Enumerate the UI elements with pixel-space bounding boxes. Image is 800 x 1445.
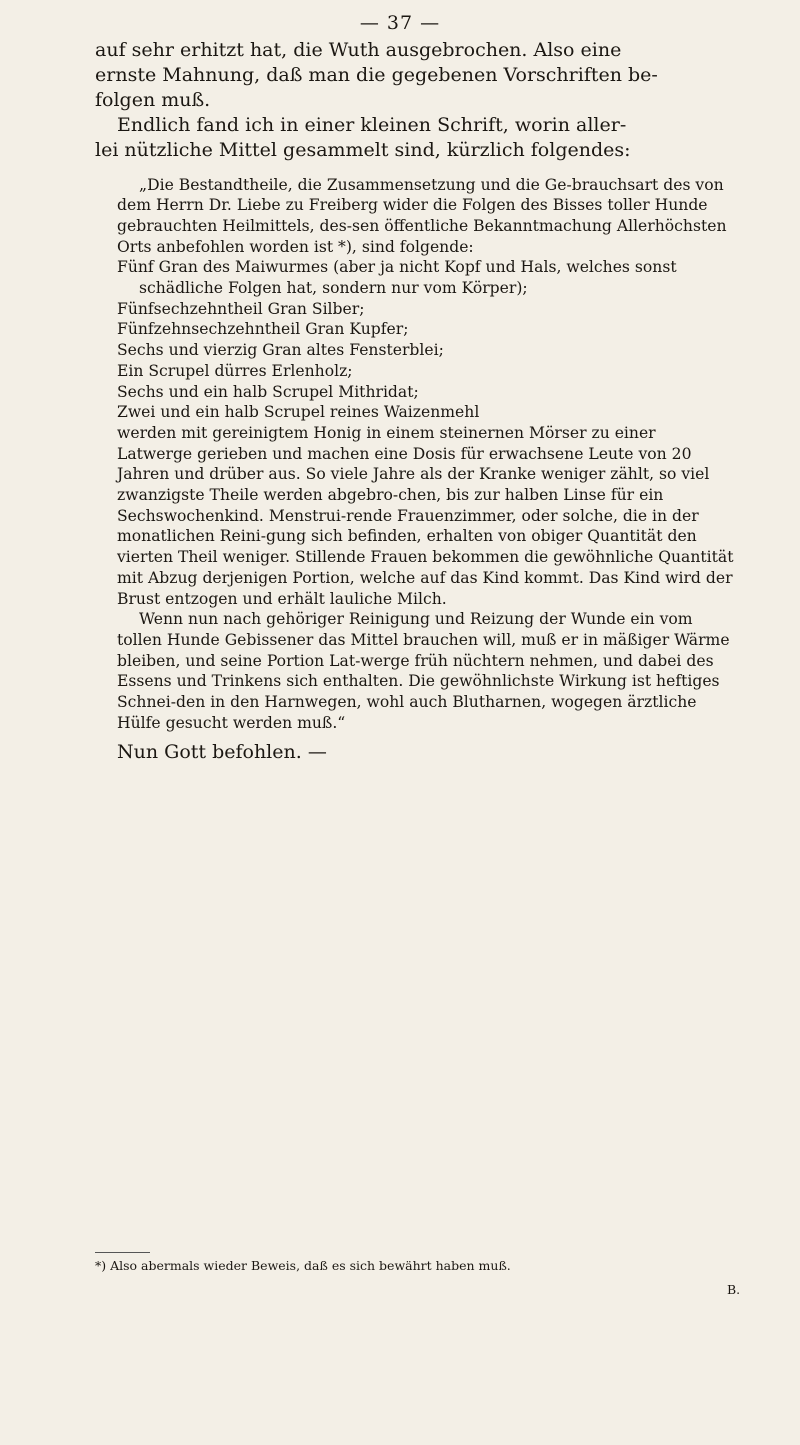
ingredient-item: Zwei und ein halb Scrupel reines Waizenmehl: [117, 403, 480, 422]
intro2-line-1: Endlich fand ich in einer kleinen Schrift, worin aller-: [117, 113, 627, 136]
quote-continuation: werden mit gereinigtem Honig in einem steinernen Mörser zu einer Latwerge gerieben und machen eine Dosis für erwachsene Leute von 20 Jahren und drüber aus. So viele Jahre als der Kranke weniger zählt, so viel zwanzigste Theile werden abgebro-chen, bis zur halben Linse für ein Sechswochenkind. Menstrui-rende Frauenzimmer, oder solche, die in der monatlichen Reini-gung sich befinden, erhalten von obiger Quantität den vierten Theil weniger. Stillende Frauen bekommen die gewöhnliche Quantität mit Abzug derjenigen Portion, welche auf das Kind kommt. Das Kind wird der Brust entzogen und erhält lauliche Milch.: [117, 423, 734, 608]
footnote-divider: [95, 1252, 150, 1253]
ingredient-item: Fünfsechzehntheil Gran Silber;: [117, 299, 365, 318]
ingredient-item: Fünfzehnsechzehntheil Gran Kupfer;: [117, 320, 409, 339]
intro-paragraph-2: [95, 113, 735, 163]
ingredient-item: Sechs und vierzig Gran altes Fensterblei;: [117, 341, 444, 360]
main-text: [95, 38, 735, 764]
intro-line-1: auf sehr erhitzt hat, die Wuth ausgebrochen. Also eine: [95, 39, 622, 61]
quote-intro: „Die Bestandtheile, die Zusammensetzung und die Ge-brauchsart des von dem Herrn Dr. Liebe zu Freiberg wider die Folgen des Bisses toller Hunde gebrauchten Heilmittels, des-sen öffentliche Bekanntmachung Allerhöchsten Orts anbefohlen worden ist *), sind folgende:: [117, 175, 727, 256]
signature-mark: B.: [727, 1282, 741, 1297]
ingredient-item: Fünf Gran des Maiwurmes (aber ja nicht Kopf und Hals, welches sonst schädliche Folgen hat, sondern nur vom Körper);: [117, 258, 677, 298]
quote-final-paragraph: Wenn nun nach gehöriger Reinigung und Reizung der Wunde ein vom tollen Hunde Gebissener das Mittel brauchen will, muß er in mäßiger Wärme bleiben, und seine Portion Lat-werge früh nüchtern nehmen, und dabei des Essens und Trinkens sich enthalten. Die gewöhnlichste Wirkung ist heftiges Schnei-den in den Harnwegen, wohl auch Blutharnen, wogegen ärztliche Hülfe gesucht werden muß.“: [117, 610, 730, 732]
footnote: *) Also abermals wieder Beweis, daß es sich bewährt haben muß.: [95, 1258, 511, 1273]
ingredient-item: Ein Scrupel dürres Erlenholz;: [117, 361, 353, 380]
intro-paragraph: [95, 38, 735, 113]
closing-line: Nun Gott befohlen. —: [117, 740, 327, 763]
page-number: — 37 —: [359, 12, 441, 34]
intro-line-2: ernste Mahnung, daß man die gegebenen Vorschriften be-: [95, 63, 658, 86]
intro-line-3: folgen muß.: [95, 88, 211, 111]
ingredient-item: Sechs und ein halb Scrupel Mithridat;: [117, 382, 419, 401]
recipe-quote: [117, 175, 735, 734]
intro2-line-2: lei nützliche Mittel gesammelt sind, kürzlich folgendes:: [95, 138, 631, 161]
